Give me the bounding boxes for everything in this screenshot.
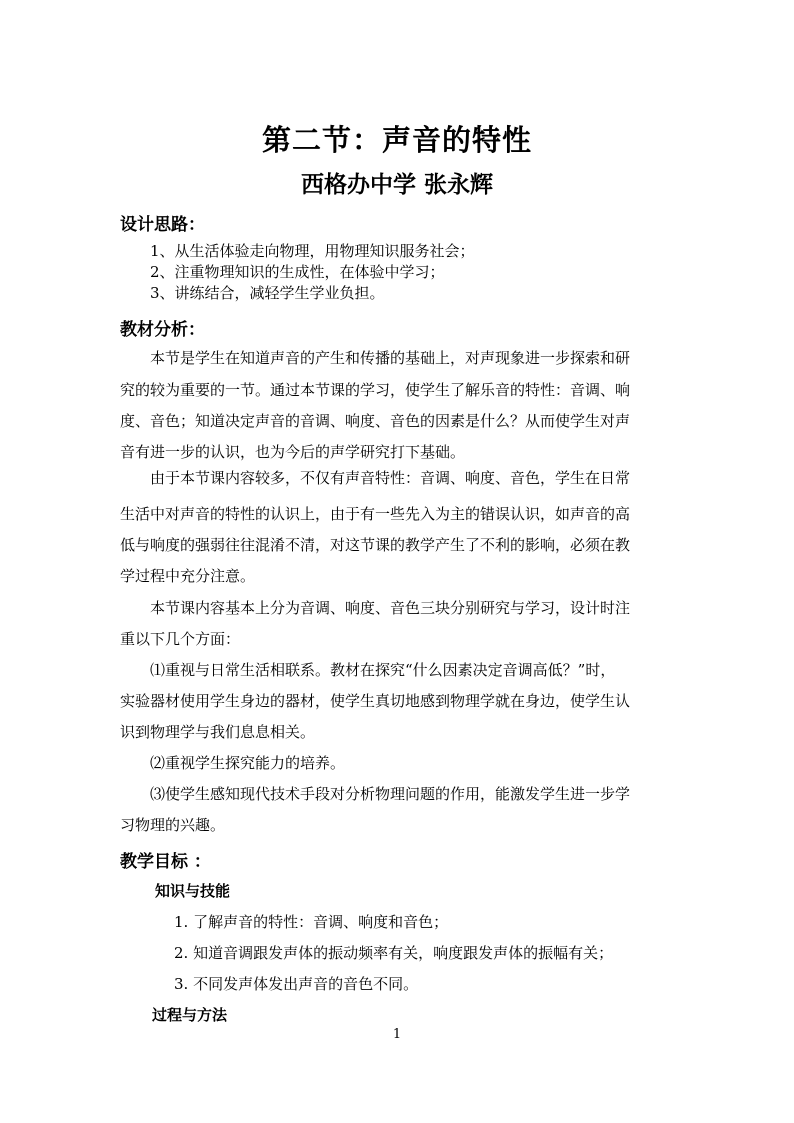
analysis-line: ⑶使学生感知现代技术手段对分析物理问题的作用，能激发学生进一步学 xyxy=(120,785,631,803)
analysis-line: 音有进一步的认识，也为今后的声学研究打下基础。 xyxy=(120,443,466,461)
analysis-line: 度、音色；知道决定声音的音调、响度、音色的因素是什么？从而使学生对声 xyxy=(120,412,631,430)
analysis-line: ⑵重视学生探究能力的培养。 xyxy=(120,754,346,772)
knowledge-item: 2. 知道音调跟发声体的振动频率有关，响度跟发声体的振幅有关； xyxy=(174,944,614,962)
analysis-line: 实验器材使用学生身边的器材，使学生真切地感到物理学就在身边，使学生认 xyxy=(120,692,631,710)
analysis-line: 由于本节课内容较多，不仅有声音特性：音调、响度、音色，学生在日常 xyxy=(120,469,631,487)
analysis-line: 学过程中充分注意。 xyxy=(120,567,256,585)
author-line: 西格办中学 张永辉 xyxy=(300,171,493,198)
design-item: 3、讲练结合，减轻学生学业负担。 xyxy=(150,284,385,302)
knowledge-item: 1. 了解声音的特性：音调、响度和音色； xyxy=(174,913,449,931)
knowledge-heading: 知识与技能 xyxy=(155,882,231,900)
knowledge-item: 3. 不同发声体发出声音的音色不同。 xyxy=(174,975,419,993)
analysis-line: 低与响度的强弱往往混淆不清，对这节课的教学产生了不利的影响，必须在教 xyxy=(120,536,631,554)
goals-heading: 教学目标 ： xyxy=(120,852,211,872)
page-number: 1 xyxy=(392,1027,402,1042)
analysis-line: 本节课内容基本上分为音调、响度、音色三块分别研究与学习，设计时注 xyxy=(120,599,631,617)
analysis-line: 究的较为重要的一节。通过本节课的学习，使学生了解乐音的特性：音调、响 xyxy=(120,381,631,399)
analysis-line: ⑴重视与日常生活相联系。教材在探究“什么因素决定音调高低？”时， xyxy=(120,661,616,679)
design-item: 1、从生活体验走向物理，用物理知识服务社会； xyxy=(150,242,475,260)
design-item: 2、注重物理知识的生成性，在体验中学习； xyxy=(150,263,445,281)
page-title: 第二节：声音的特性 xyxy=(261,123,532,157)
analysis-line: 生活中对声音的特性的认识上，由于有一些先入为主的错误认识，如声音的高 xyxy=(120,505,631,523)
analysis-line: 习物理的兴趣。 xyxy=(120,816,226,834)
analysis-line: 本节是学生在知道声音的产生和传播的基础上，对声现象进一步探索和研 xyxy=(120,349,631,367)
design-heading: 设计思路： xyxy=(120,215,205,235)
analysis-heading: 教材分析： xyxy=(120,320,205,340)
analysis-line: 识到物理学与我们息息相关。 xyxy=(120,723,316,741)
analysis-line: 重以下几个方面： xyxy=(120,630,241,648)
process-heading: 过程与方法 xyxy=(152,1006,228,1024)
